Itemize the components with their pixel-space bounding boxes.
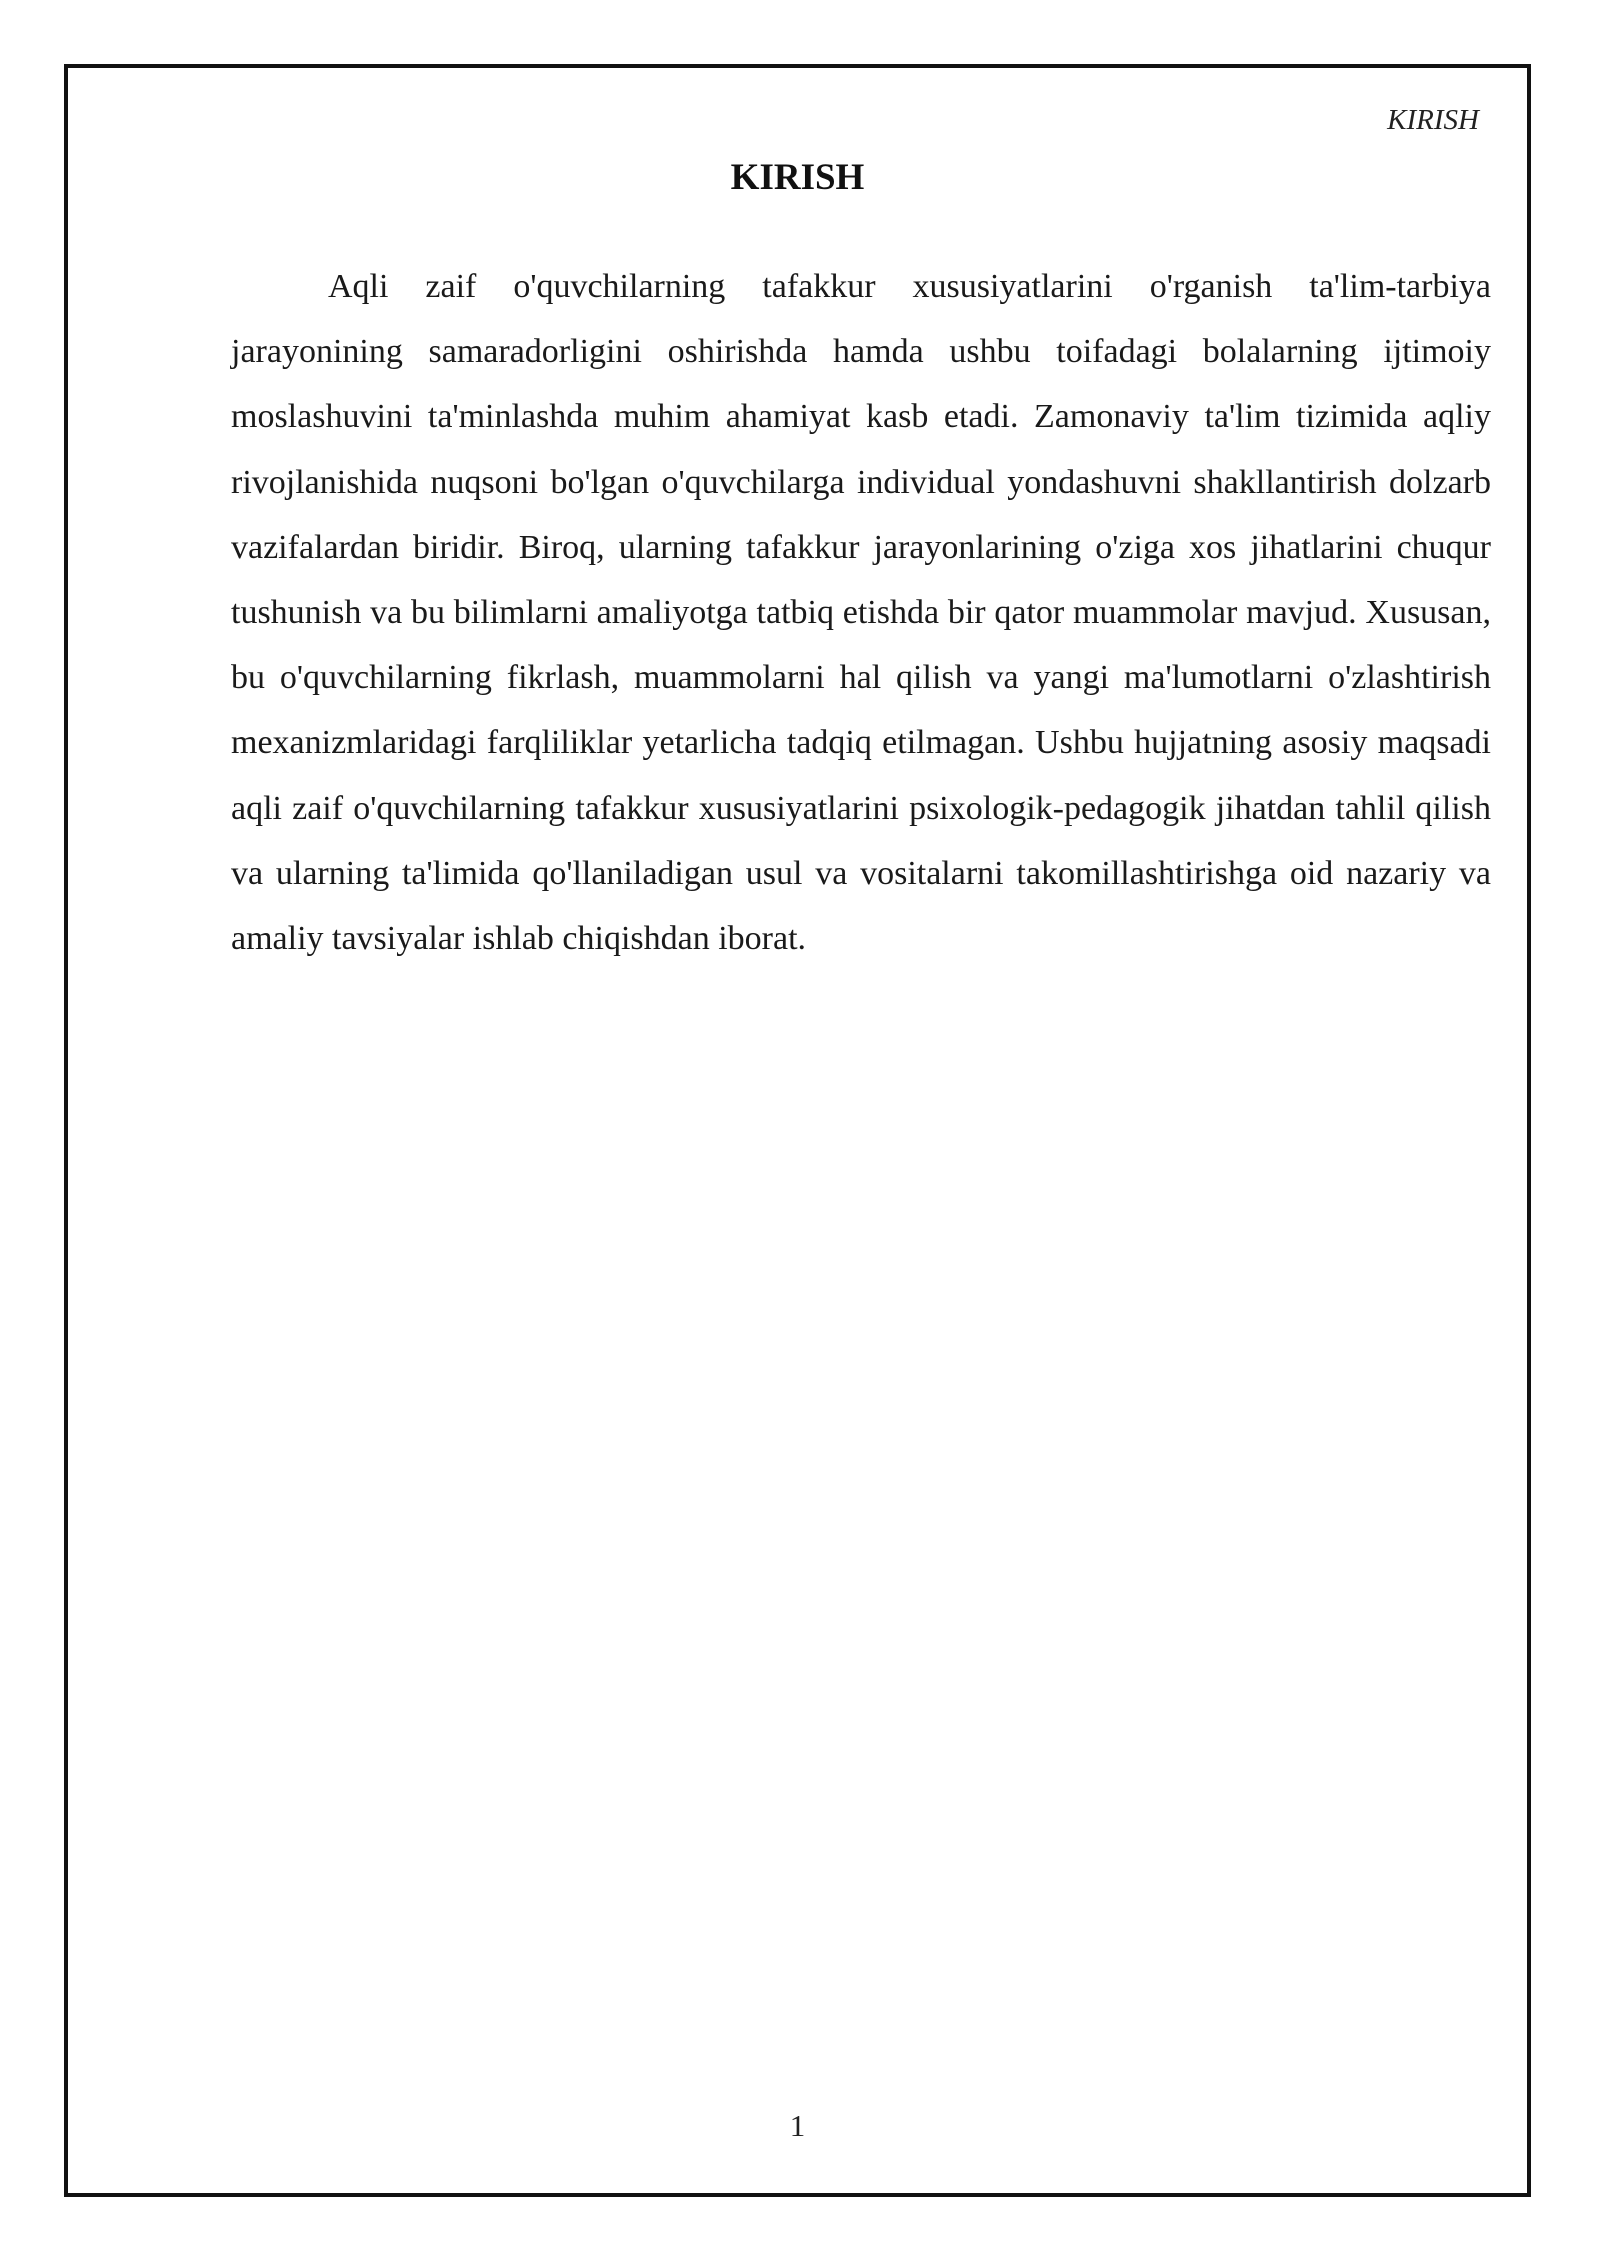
- body-paragraph: Aqli zaif o'quvchilarning tafakkur xususiyatlarini o'rganish ta'lim-tarbiya jarayonining samaradorligini oshirishda hamda ushbu toifadagi bolalarning ijtimoiy moslashuvini ta'minlashda muhim ahamiyat kasb etadi. Zamonaviy ta'lim tizimida aqliy rivojlanishida nuqsoni bo'lgan o'quvchilarga individual yondashuvni shakllantirish dolzarb vazifalardan biridir. Biroq, ularning tafakkur jarayonlarining o'ziga xos jihatlarini chuqur tushunish va bu bilimlarni amaliyotga tatbiq etishda bir qator muammolar mavjud. Xususan, bu o'quvchilarning fikrlash, muammolarni hal qilish va yangi ma'lumotlarni o'zlashtirish mexanizmlaridagi farqliliklar yetarlicha tadqiq etilmagan. Ushbu hujjatning asosiy maqsadi aqli zaif o'quvchilarning tafakkur xususiyatlarini psixologik-pedagogik jihatdan tahlil qilish va ularning ta'limida qo'llaniladigan usul va vositalarni takomillashtirishga oid nazariy va amaliy tavsiyalar ishlab chiqishdan iborat.: [231, 268, 1491, 958]
- page-number: 1: [789, 2108, 806, 2143]
- page-title: KIRISH: [730, 157, 865, 198]
- page-frame: [64, 64, 1531, 2197]
- running-header: KIRISH: [1387, 104, 1479, 136]
